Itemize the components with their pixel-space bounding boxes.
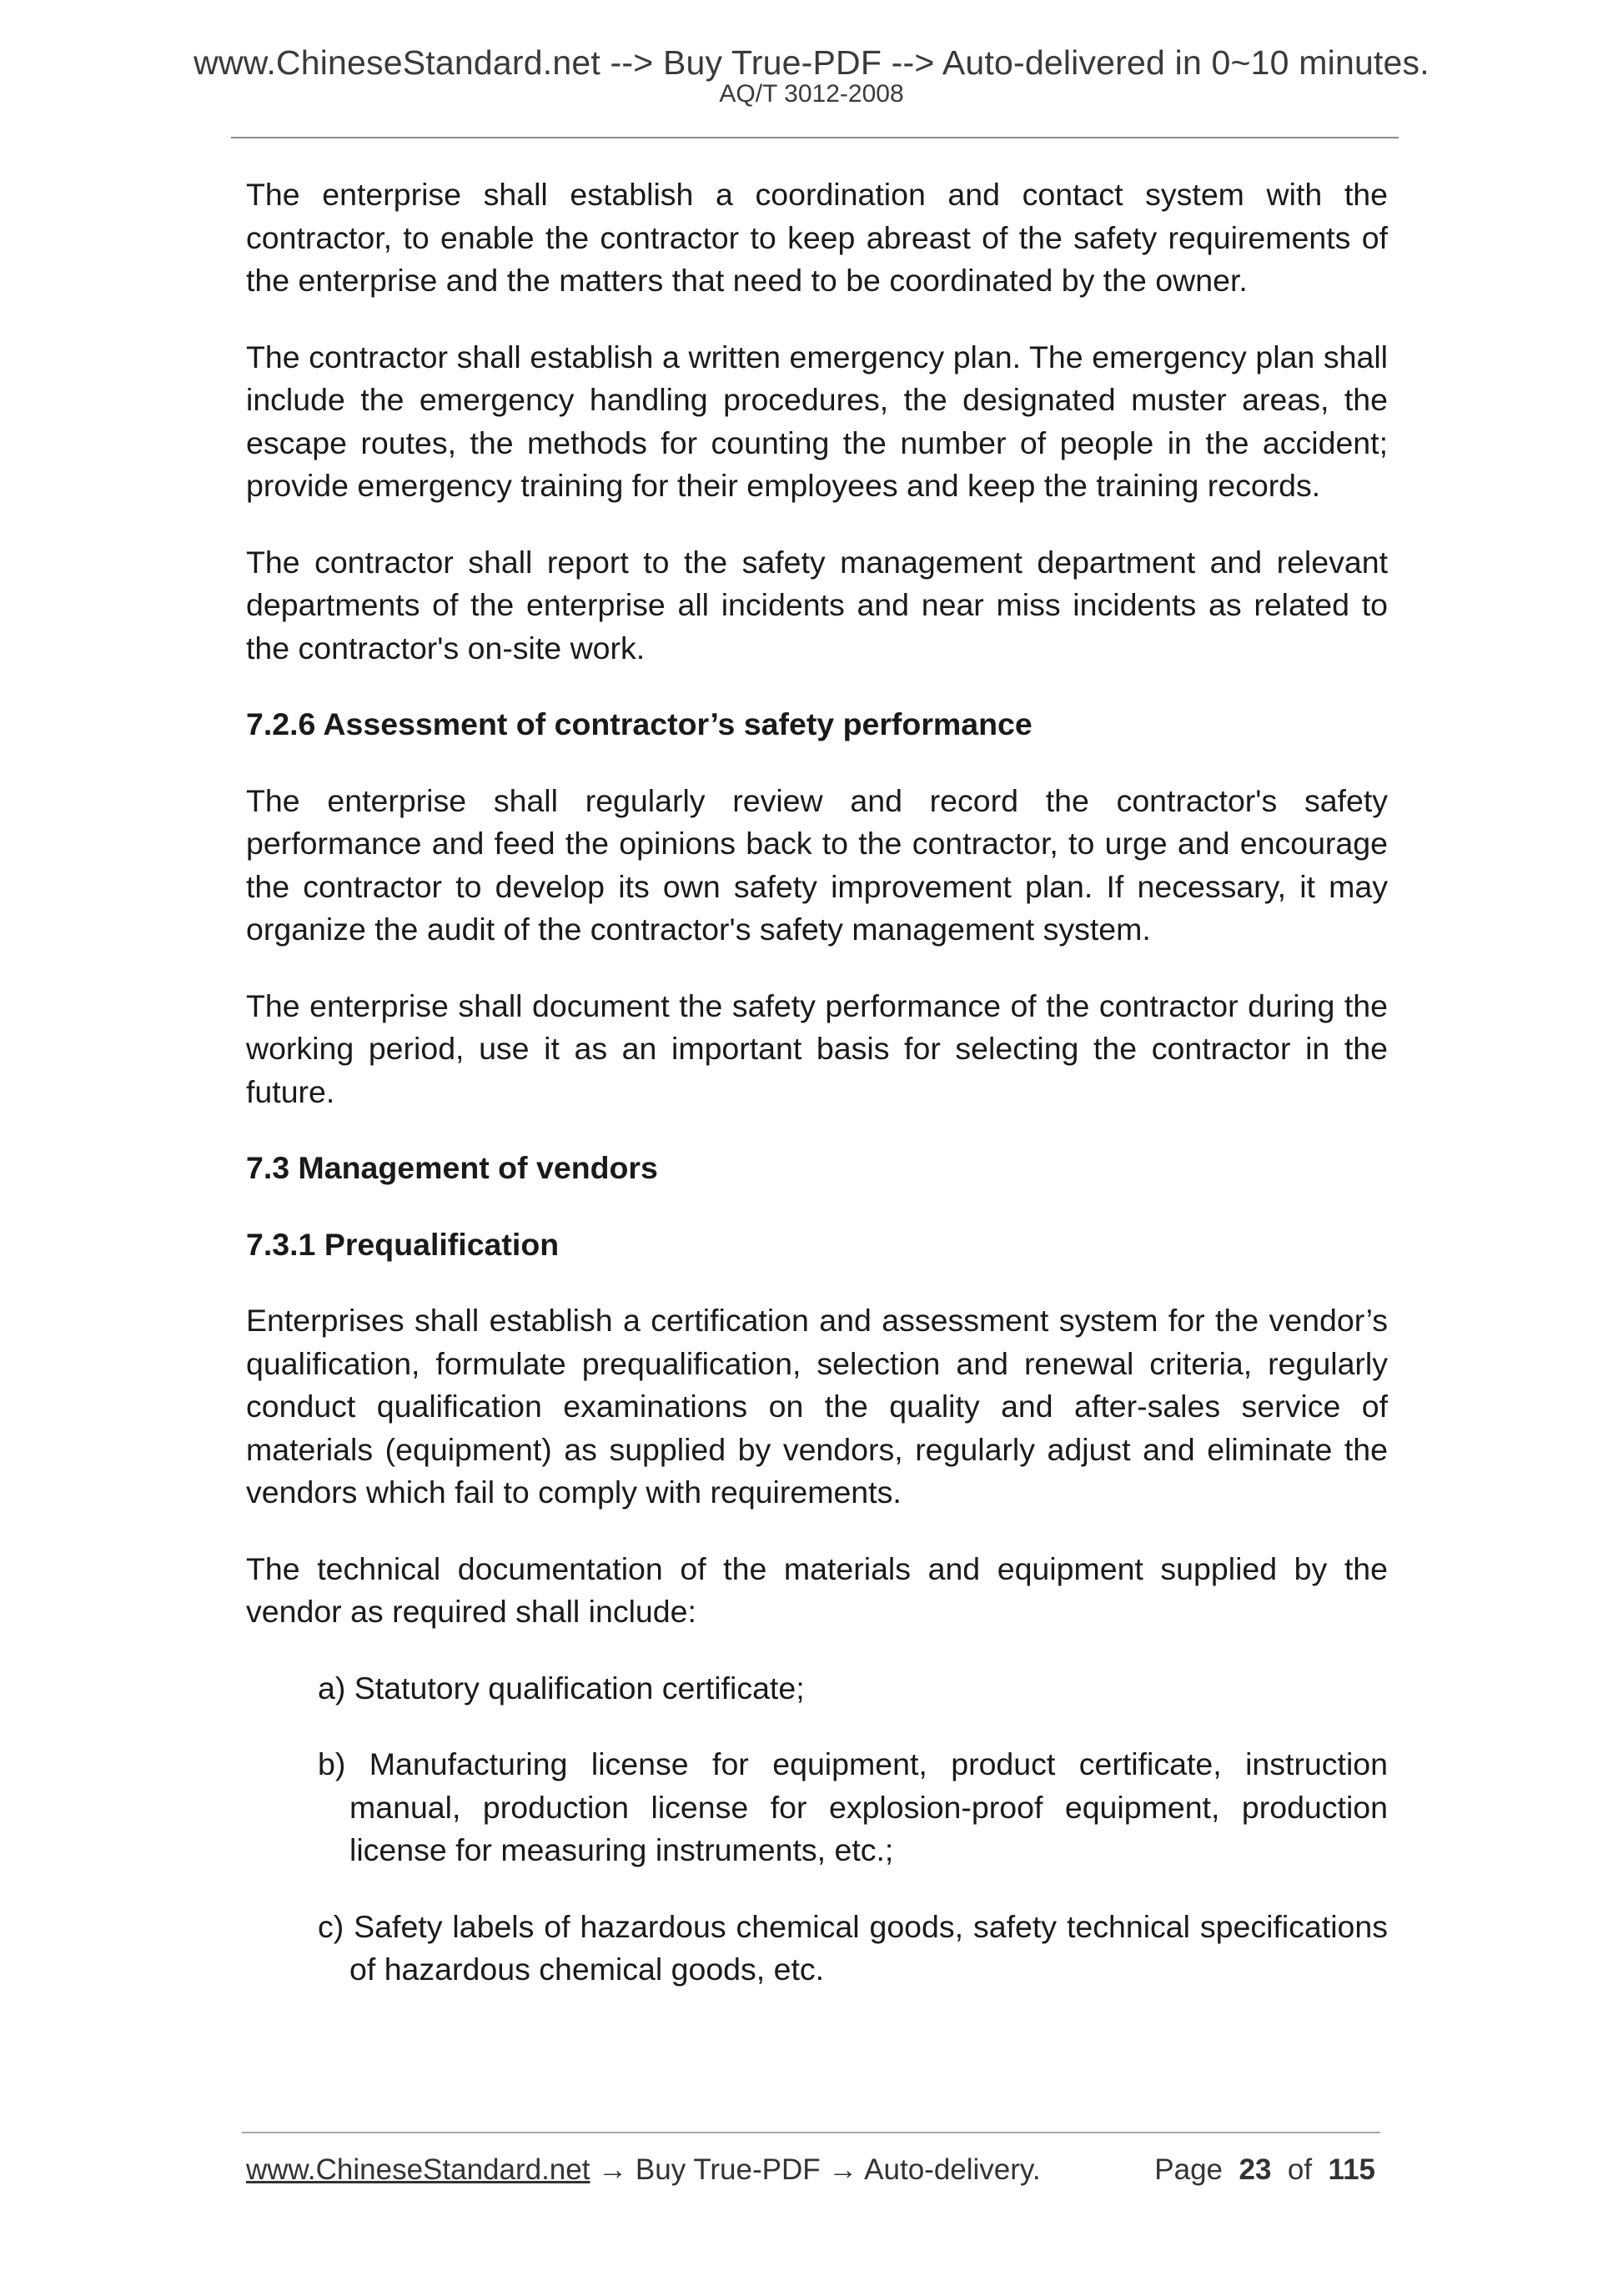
paragraph-technical-documentation: The technical documentation of the materials and equipment supplied by the vendor as required shall include: xyxy=(246,1550,1388,1629)
page-of-label: of xyxy=(1287,2153,1313,2186)
list-item-c: c) Safety labels of hazardous chemical goods, safety technical specifications of hazardous chemical goods, etc. xyxy=(318,1908,1388,1987)
paragraph-coordination: The enterprise shall establish a coordination and contact system with the contractor, to enable the contractor to keep abreast of the safety requirements of the enterprise and the matters that need to be coordinated by the owner. xyxy=(246,177,1388,298)
section-heading-7-2-6: 7.2.6 Assessment of contractor’s safety performance xyxy=(246,706,1033,741)
header-divider xyxy=(231,137,1399,138)
standard-code: AQ/T 3012-2008 xyxy=(719,80,904,108)
document-body xyxy=(246,173,1388,2025)
footer-site-link[interactable]: www.ChineseStandard.net xyxy=(246,2153,590,2186)
paragraph-document-performance: The enterprise shall document the safety performance of the contractor during the working period, use it as an important basis for selecting the contractor in the future. xyxy=(246,987,1388,1109)
footer-delivery xyxy=(246,2153,1041,2187)
section-heading-7-3-1: 7.3.1 Prequalification xyxy=(246,1226,560,1262)
page-current: 23 xyxy=(1239,2153,1272,2186)
page-total: 115 xyxy=(1328,2153,1375,2186)
paragraph-incident-report: The contractor shall report to the safety management department and relevant departments of the enterprise all incidents and near miss incidents as related to the contractor's on-site work. xyxy=(246,544,1388,666)
page-label: Page xyxy=(1154,2153,1224,2186)
list-item-b: b) Manufacturing license for equipment, product certificate, instruction manual, production license for explosion-proof equipment, production license for measuring instruments, etc.; xyxy=(318,1746,1388,1867)
paragraph-vendor-certification: Enterprises shall establish a certification and assessment system for the vendor’s qualification, formulate prequalification, selection and renewal criteria, regularly conduct qualification examinations on the quality and after-sales service of materials (equipment) as supplied by vendors, regularly adjust and eliminate the vendors which fail to comply with requirements. xyxy=(246,1303,1388,1510)
page-number xyxy=(1154,2153,1375,2187)
paragraph-review-performance: The enterprise shall regularly review and record the contractor's safety performance and feed the opinions back to the contractor, to urge and encourage the contractor to develop its own safety improvement plan. If necessary, it may organize the audit of the contractor's safety management system. xyxy=(246,782,1388,947)
section-heading-7-3: 7.3 Management of vendors xyxy=(246,1150,658,1185)
paragraph-emergency-plan: The contractor shall establish a written emergency plan. The emergency plan shall include the emergency handling procedures, the designated muster areas, the escape routes, the methods for counting the number of people in the accident; provide emergency training for their employees and keep the training records. xyxy=(246,339,1388,503)
list-item-a: a) Statutory qualification certificate; xyxy=(318,1670,805,1706)
footer-delivery-text: → Buy True-PDF → Auto-delivery. xyxy=(590,2153,1041,2186)
top-banner: www.ChineseStandard.net --> Buy True-PDF --> Auto-delivered in 0~10 minutes. xyxy=(193,43,1430,82)
footer-divider xyxy=(242,2132,1380,2133)
